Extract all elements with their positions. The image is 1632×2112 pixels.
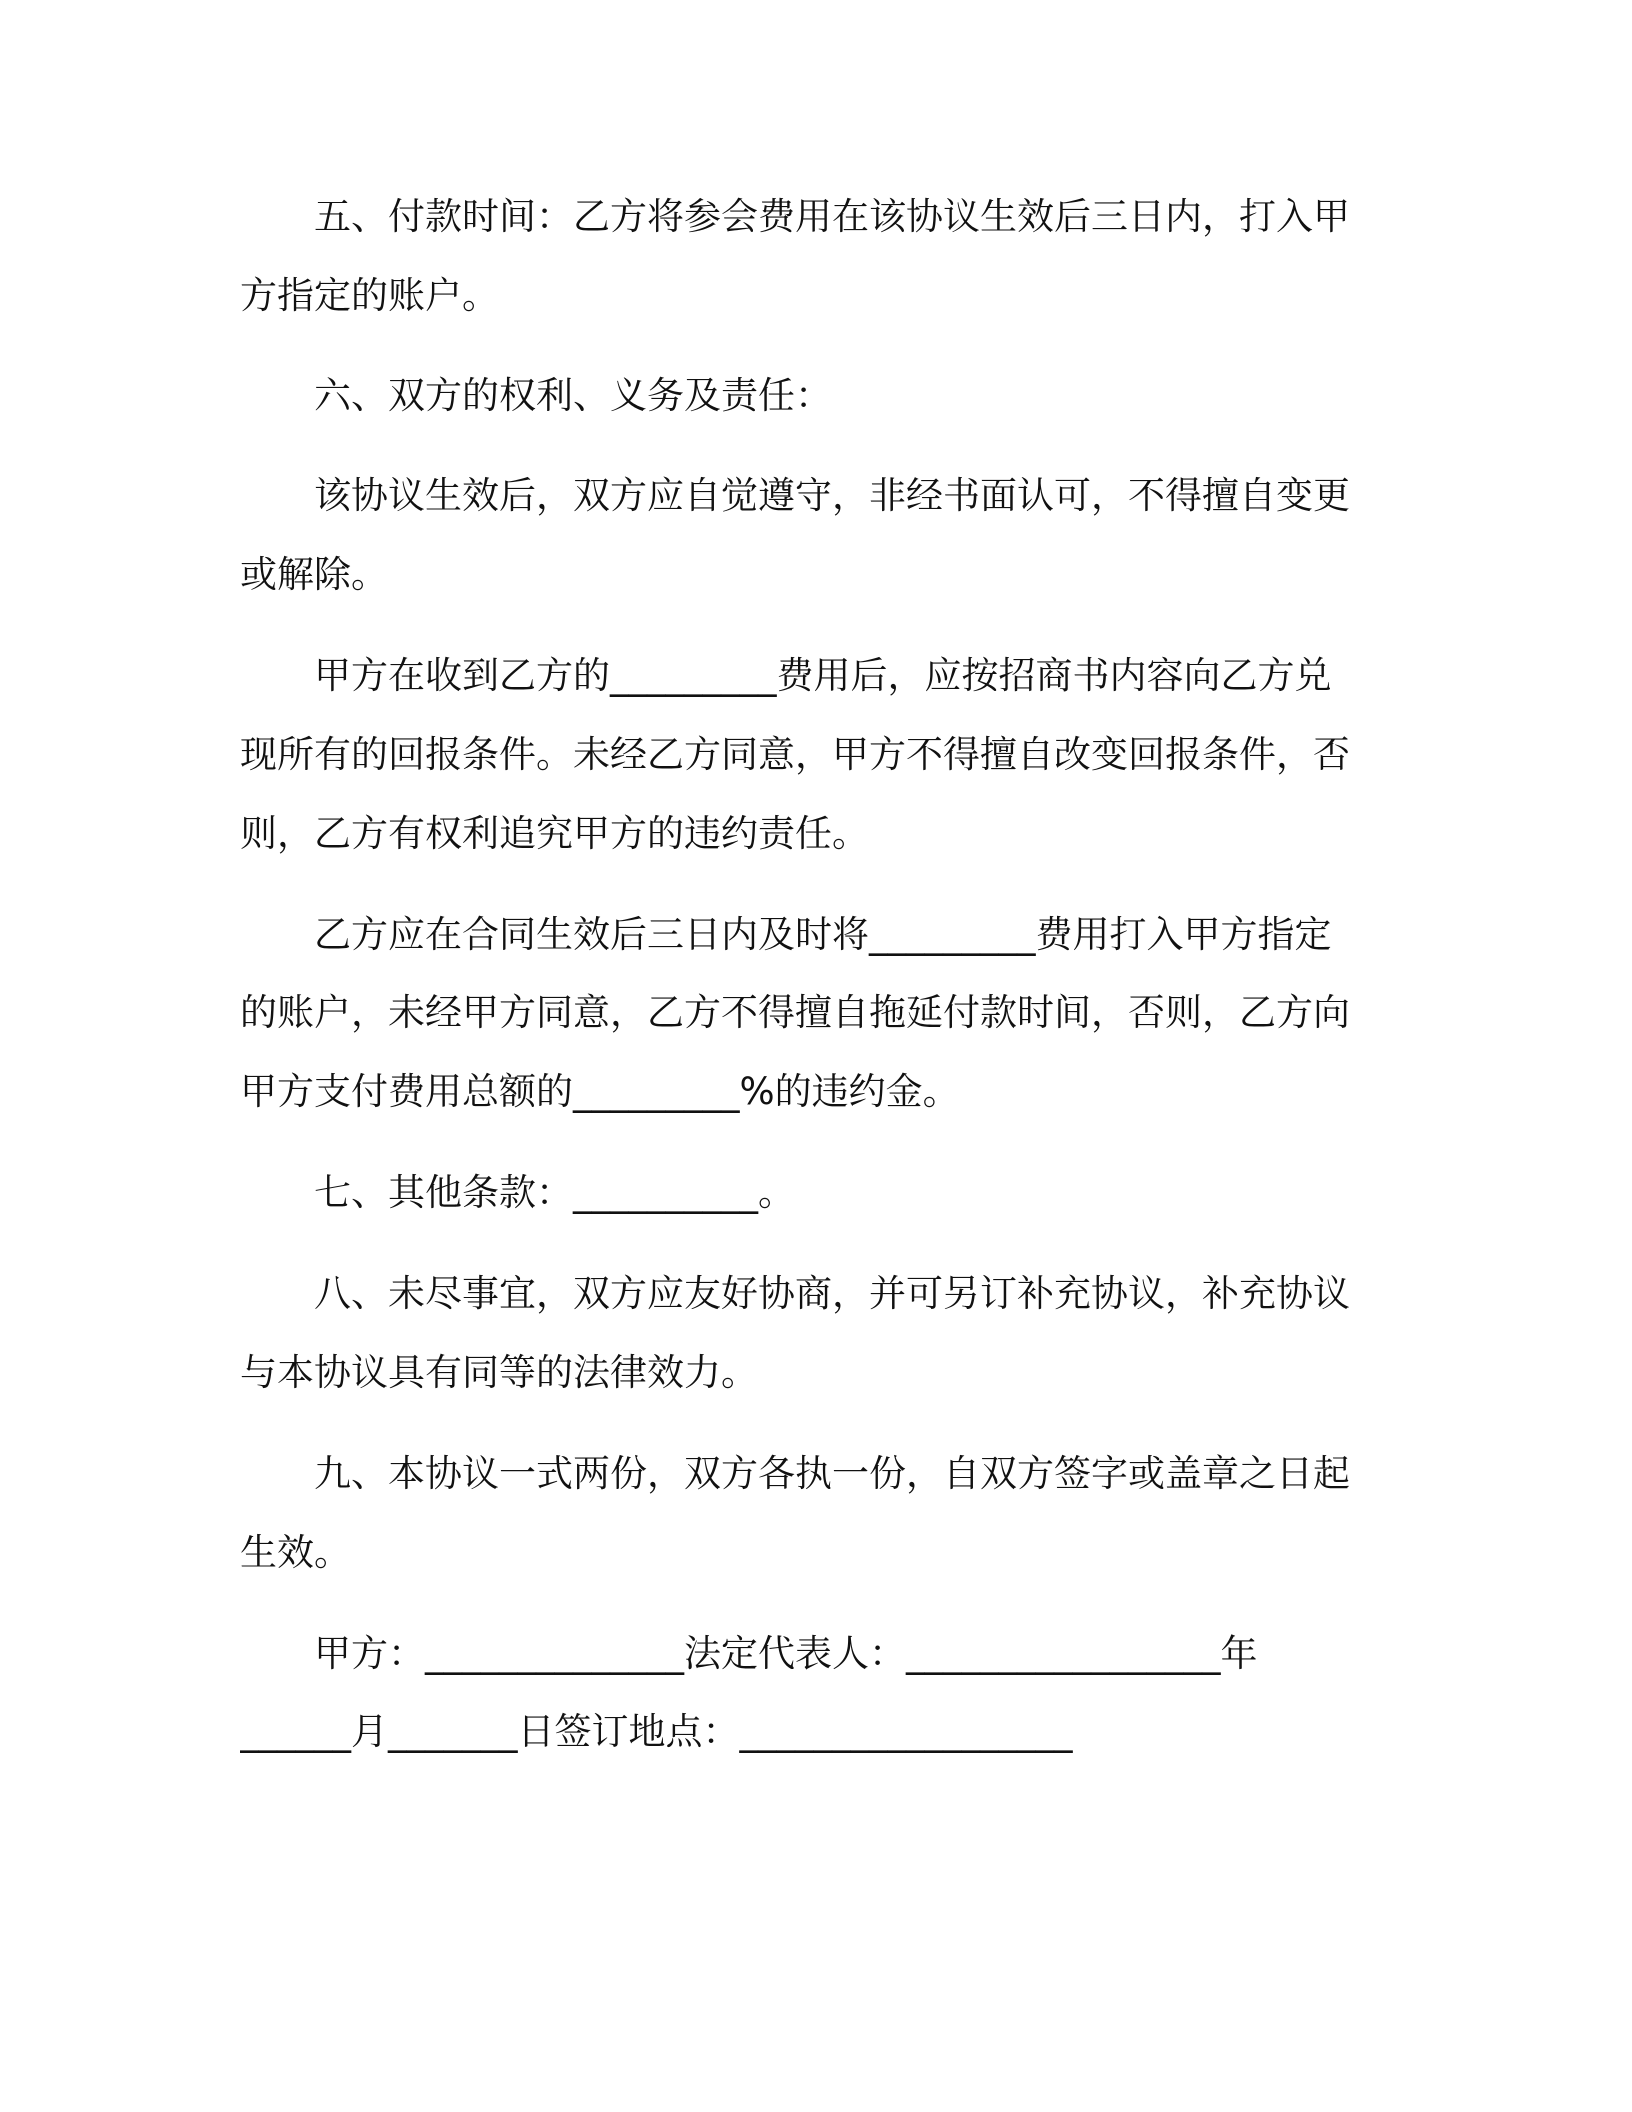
clause-6-para-3-line-2: 的账户，未经甲方同意，乙方不得擅自拖延付款时间，否则，乙方向 <box>240 991 1350 1034</box>
clause-5-line-2: 方指定的账户。 <box>240 274 499 317</box>
clause-8-line-2: 与本协议具有同等的法律效力。 <box>240 1351 758 1394</box>
clause-6-heading: 六、双方的权利、义务及责任： <box>314 374 832 417</box>
clause-6-para-1-line-1: 该协议生效后，双方应自觉遵守，非经书面认可，不得擅自变更 <box>314 474 1350 517</box>
signature-line-1: 甲方：______________法定代表人：_________________年 <box>314 1632 1258 1675</box>
clause-5-line-1: 五、付款时间：乙方将参会费用在该协议生效后三日内，打入甲 <box>314 195 1350 238</box>
clause-9-line-2: 生效。 <box>240 1531 351 1574</box>
clause-6-para-1-line-2: 或解除。 <box>240 553 388 596</box>
clause-6-para-2-line-3: 则，乙方有权利追究甲方的违约责任。 <box>240 812 869 855</box>
clause-6-para-3-line-3: 甲方支付费用总额的_________%的违约金。 <box>240 1070 960 1113</box>
clause-8-line-1: 八、未尽事宜，双方应友好协商，并可另订补充协议，补充协议 <box>314 1272 1350 1315</box>
clause-6-para-2-line-2: 现所有的回报条件。未经乙方同意，甲方不得擅自改变回报条件，否 <box>240 733 1350 776</box>
signature-line-2: ______月_______日签订地点：__________________ <box>240 1710 1073 1753</box>
clause-7-line: 七、其他条款：__________。 <box>314 1171 795 1214</box>
clause-9-line-1: 九、本协议一式两份，双方各执一份，自双方签字或盖章之日起 <box>314 1452 1350 1495</box>
clause-6-para-2-line-1: 甲方在收到乙方的_________费用后，应按招商书内容向乙方兑 <box>314 654 1332 697</box>
clause-6-para-3-line-1: 乙方应在合同生效后三日内及时将_________费用打入甲方指定 <box>314 913 1332 956</box>
